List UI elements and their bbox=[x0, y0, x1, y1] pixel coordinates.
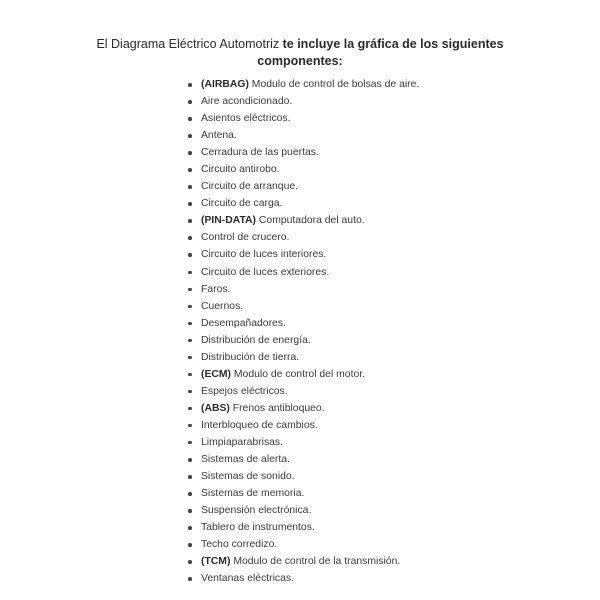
list-item-label: Suspensión electrónica. bbox=[201, 505, 312, 517]
list-item-label: Sistemas de alerta. bbox=[201, 454, 290, 466]
list-item bbox=[184, 502, 419, 519]
list-item bbox=[184, 536, 419, 553]
list-item-label: Limpiaparabrisas. bbox=[201, 436, 284, 448]
list-item-label: Circuito antirobo. bbox=[201, 164, 280, 176]
intro-heading bbox=[60, 36, 540, 70]
list-item bbox=[184, 298, 419, 315]
list-item bbox=[184, 349, 419, 366]
list-item bbox=[184, 400, 419, 417]
list-item bbox=[184, 246, 419, 263]
list-item-code: (ABS) bbox=[201, 402, 230, 414]
list-item bbox=[184, 110, 419, 127]
list-item bbox=[184, 195, 419, 212]
list-item-code: (AIRBAG) bbox=[201, 79, 249, 90]
list-item bbox=[184, 281, 419, 298]
list-item-label: Ventanas eléctricas. bbox=[201, 573, 294, 585]
list-item bbox=[184, 332, 419, 349]
list-item-label: Computadora del auto. bbox=[256, 215, 365, 227]
list-item-label: Modulo de control del motor. bbox=[231, 368, 366, 380]
list-item bbox=[184, 366, 419, 383]
list-item-label: Cuernos. bbox=[201, 300, 244, 312]
list-item-label: Distribución de energía. bbox=[201, 334, 311, 346]
list-item bbox=[184, 144, 419, 161]
list-item bbox=[184, 161, 419, 178]
list-item bbox=[184, 127, 419, 144]
list-item bbox=[184, 229, 419, 246]
list-item-label: Desempañadores. bbox=[201, 317, 286, 329]
list-item-label: Modulo de control de bolsas de aire. bbox=[248, 79, 420, 90]
list-item bbox=[184, 417, 419, 434]
list-item-label: Aire acondicionado. bbox=[201, 96, 293, 108]
list-item bbox=[184, 76, 419, 93]
list-item-label: Frenos antibloqueo. bbox=[229, 402, 325, 414]
list-item bbox=[184, 264, 419, 281]
list-item-code: (TCM) bbox=[201, 556, 231, 568]
list-item-code: (ECM) bbox=[201, 368, 232, 380]
list-item-label: Tablero de instrumentos. bbox=[201, 522, 315, 534]
list-item bbox=[184, 434, 419, 451]
list-item bbox=[184, 93, 419, 110]
list-item bbox=[184, 485, 419, 502]
list-item bbox=[184, 315, 419, 332]
list-item bbox=[184, 383, 419, 400]
list-item bbox=[184, 553, 419, 570]
intro-bold-text: te incluye la gráfica de los siguientes componentes: bbox=[257, 37, 504, 68]
list-item-label: Circuito de carga. bbox=[201, 198, 283, 210]
list-item bbox=[184, 451, 419, 468]
list-item bbox=[184, 468, 419, 485]
list-item-code: (PIN-DATA) bbox=[201, 215, 257, 227]
list-item-label: Circuito de luces interiores. bbox=[201, 249, 327, 261]
list-item bbox=[184, 519, 419, 536]
list-item bbox=[184, 570, 419, 587]
list-item-label: Faros. bbox=[201, 283, 231, 295]
list-item-label: Cerradura de las puertas. bbox=[201, 147, 319, 159]
list-item bbox=[184, 212, 419, 229]
list-item-label: Distribución de tierra. bbox=[201, 351, 300, 363]
list-item-label: Antena. bbox=[201, 130, 237, 142]
list-item-label: Sistemas de sonido. bbox=[201, 471, 295, 483]
list-item-label: Control de crucero. bbox=[201, 232, 290, 244]
list-item-label: Circuito de luces exteriores. bbox=[201, 266, 330, 278]
list-item-label: Asientos eléctricos. bbox=[201, 113, 291, 125]
components-list bbox=[184, 76, 419, 587]
list-item-label: Sistemas de memoria. bbox=[201, 488, 305, 500]
list-item-label: Circuito de arranque. bbox=[201, 181, 299, 193]
list-item-label: Techo corredizo. bbox=[201, 539, 278, 551]
intro-normal-text: El Diagrama Eléctrico Automotriz bbox=[96, 37, 283, 51]
list-item-label: Espejos eléctricos. bbox=[201, 385, 288, 397]
list-item-label: Modulo de control de la transmisión. bbox=[230, 556, 401, 568]
list-item-label: Interbloqueo de cambios. bbox=[201, 419, 318, 431]
list-item bbox=[184, 178, 419, 195]
